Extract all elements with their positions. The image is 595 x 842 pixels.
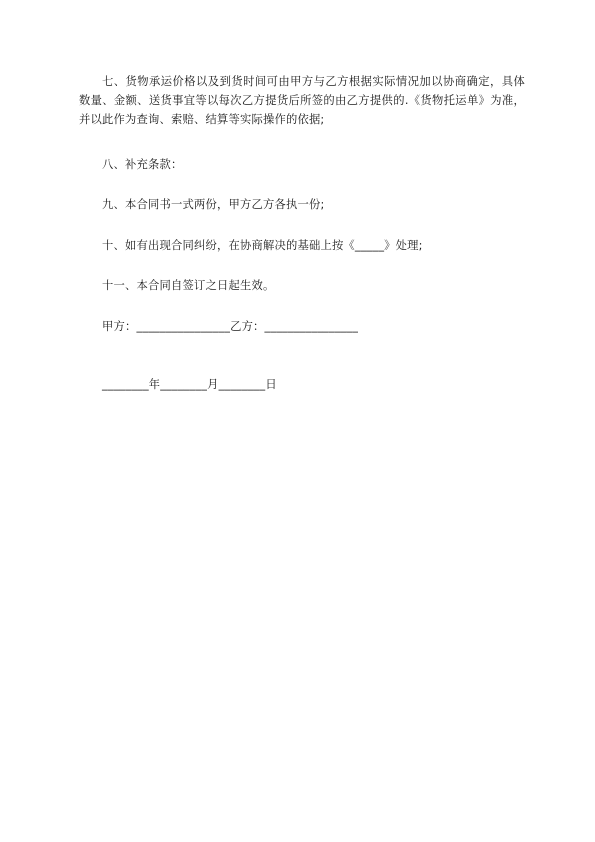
date-line: ________年________月________日 (102, 378, 277, 391)
clause-7-paragraph: 七、货物承运价格以及到货时间可由甲方与乙方根据实际情况加以协商确定，具体数量、金额、送货事宜等以每次乙方提货后所签的由乙方提供的.《货物托运单》为准，并以此作为查询、索赔、结算等实际操作的依据; (79, 75, 525, 126)
clause-9-paragraph: 九、本合同书一式两份，甲方乙方各执一份; (102, 198, 325, 211)
clause-10-paragraph: 十、如有出现合同纠纷，在协商解决的基础上按《_____》处理; (102, 239, 423, 252)
signature-line: 甲方：________________乙方：________________ (102, 320, 359, 333)
clause-11-paragraph: 十一、本合同自签订之日起生效。 (102, 279, 275, 292)
clause-8-paragraph: 八、补充条款： (102, 158, 183, 171)
